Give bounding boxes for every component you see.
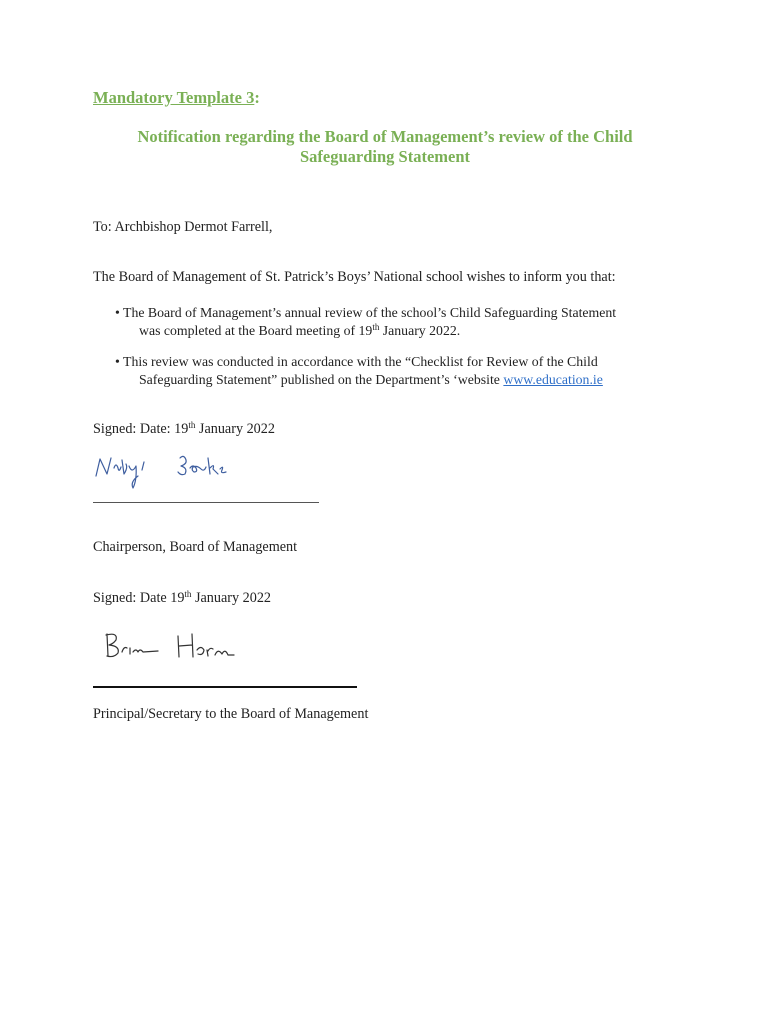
notification-title-line1: Notification regarding the Board of Management’s review of the Child: [137, 127, 633, 146]
bullet-item-checklist: [115, 353, 695, 388]
intro-text: The Board of Management of St. Patrick’s Boys’ National school wishes to inform you that:: [93, 269, 616, 285]
bullet2-line1: • This review was conducted in accordance with the “Checklist for Review of the Child: [115, 354, 598, 369]
role-principal: Principal/Secretary to the Board of Management: [93, 706, 369, 722]
notification-title-line2: Safeguarding Statement: [299, 147, 471, 166]
template-heading-text: Mandatory Template 3: [93, 88, 255, 107]
bullet2-line2-text: Safeguarding Statement” published on the Department’s ‘website: [139, 371, 504, 387]
principal-signature: [100, 628, 240, 666]
signed2-ordinal: th: [184, 589, 192, 599]
signed-date-principal: [93, 590, 271, 607]
bullet2-line2: [115, 371, 695, 389]
notification-title: [100, 127, 670, 167]
education-website-link[interactable]: www.education.ie: [503, 371, 603, 387]
bullet-item-review-completed: [115, 304, 695, 339]
signature-line-principal: [93, 686, 357, 688]
bullet1-line1: • The Board of Management’s annual review of the school’s Child Safeguarding Statement: [115, 305, 617, 320]
signed1-end: January 2022: [195, 421, 275, 437]
template-heading: [93, 88, 260, 108]
bullet1-line2-text: was completed at the Board meeting of 19: [139, 322, 373, 338]
signed2-end: January 2022: [191, 590, 272, 606]
signed1-ordinal: th: [188, 420, 196, 430]
signed2-text: Signed: Date 19: [93, 590, 185, 606]
role-chairperson: Chairperson, Board of Management: [93, 539, 298, 555]
bullet1-line2: [115, 322, 695, 340]
signature-line-chairperson: [93, 502, 319, 503]
bullet1-line2-end: January 2022.: [379, 322, 461, 338]
template-heading-colon: :: [254, 88, 260, 107]
signed1-text: Signed: Date: 19: [93, 421, 189, 437]
to-line: To: Archbishop Dermot Farrell,: [93, 219, 273, 235]
chairperson-signature: [92, 450, 232, 494]
signed-date-chairperson: [93, 421, 275, 438]
bullet1-ordinal: th: [372, 321, 380, 332]
